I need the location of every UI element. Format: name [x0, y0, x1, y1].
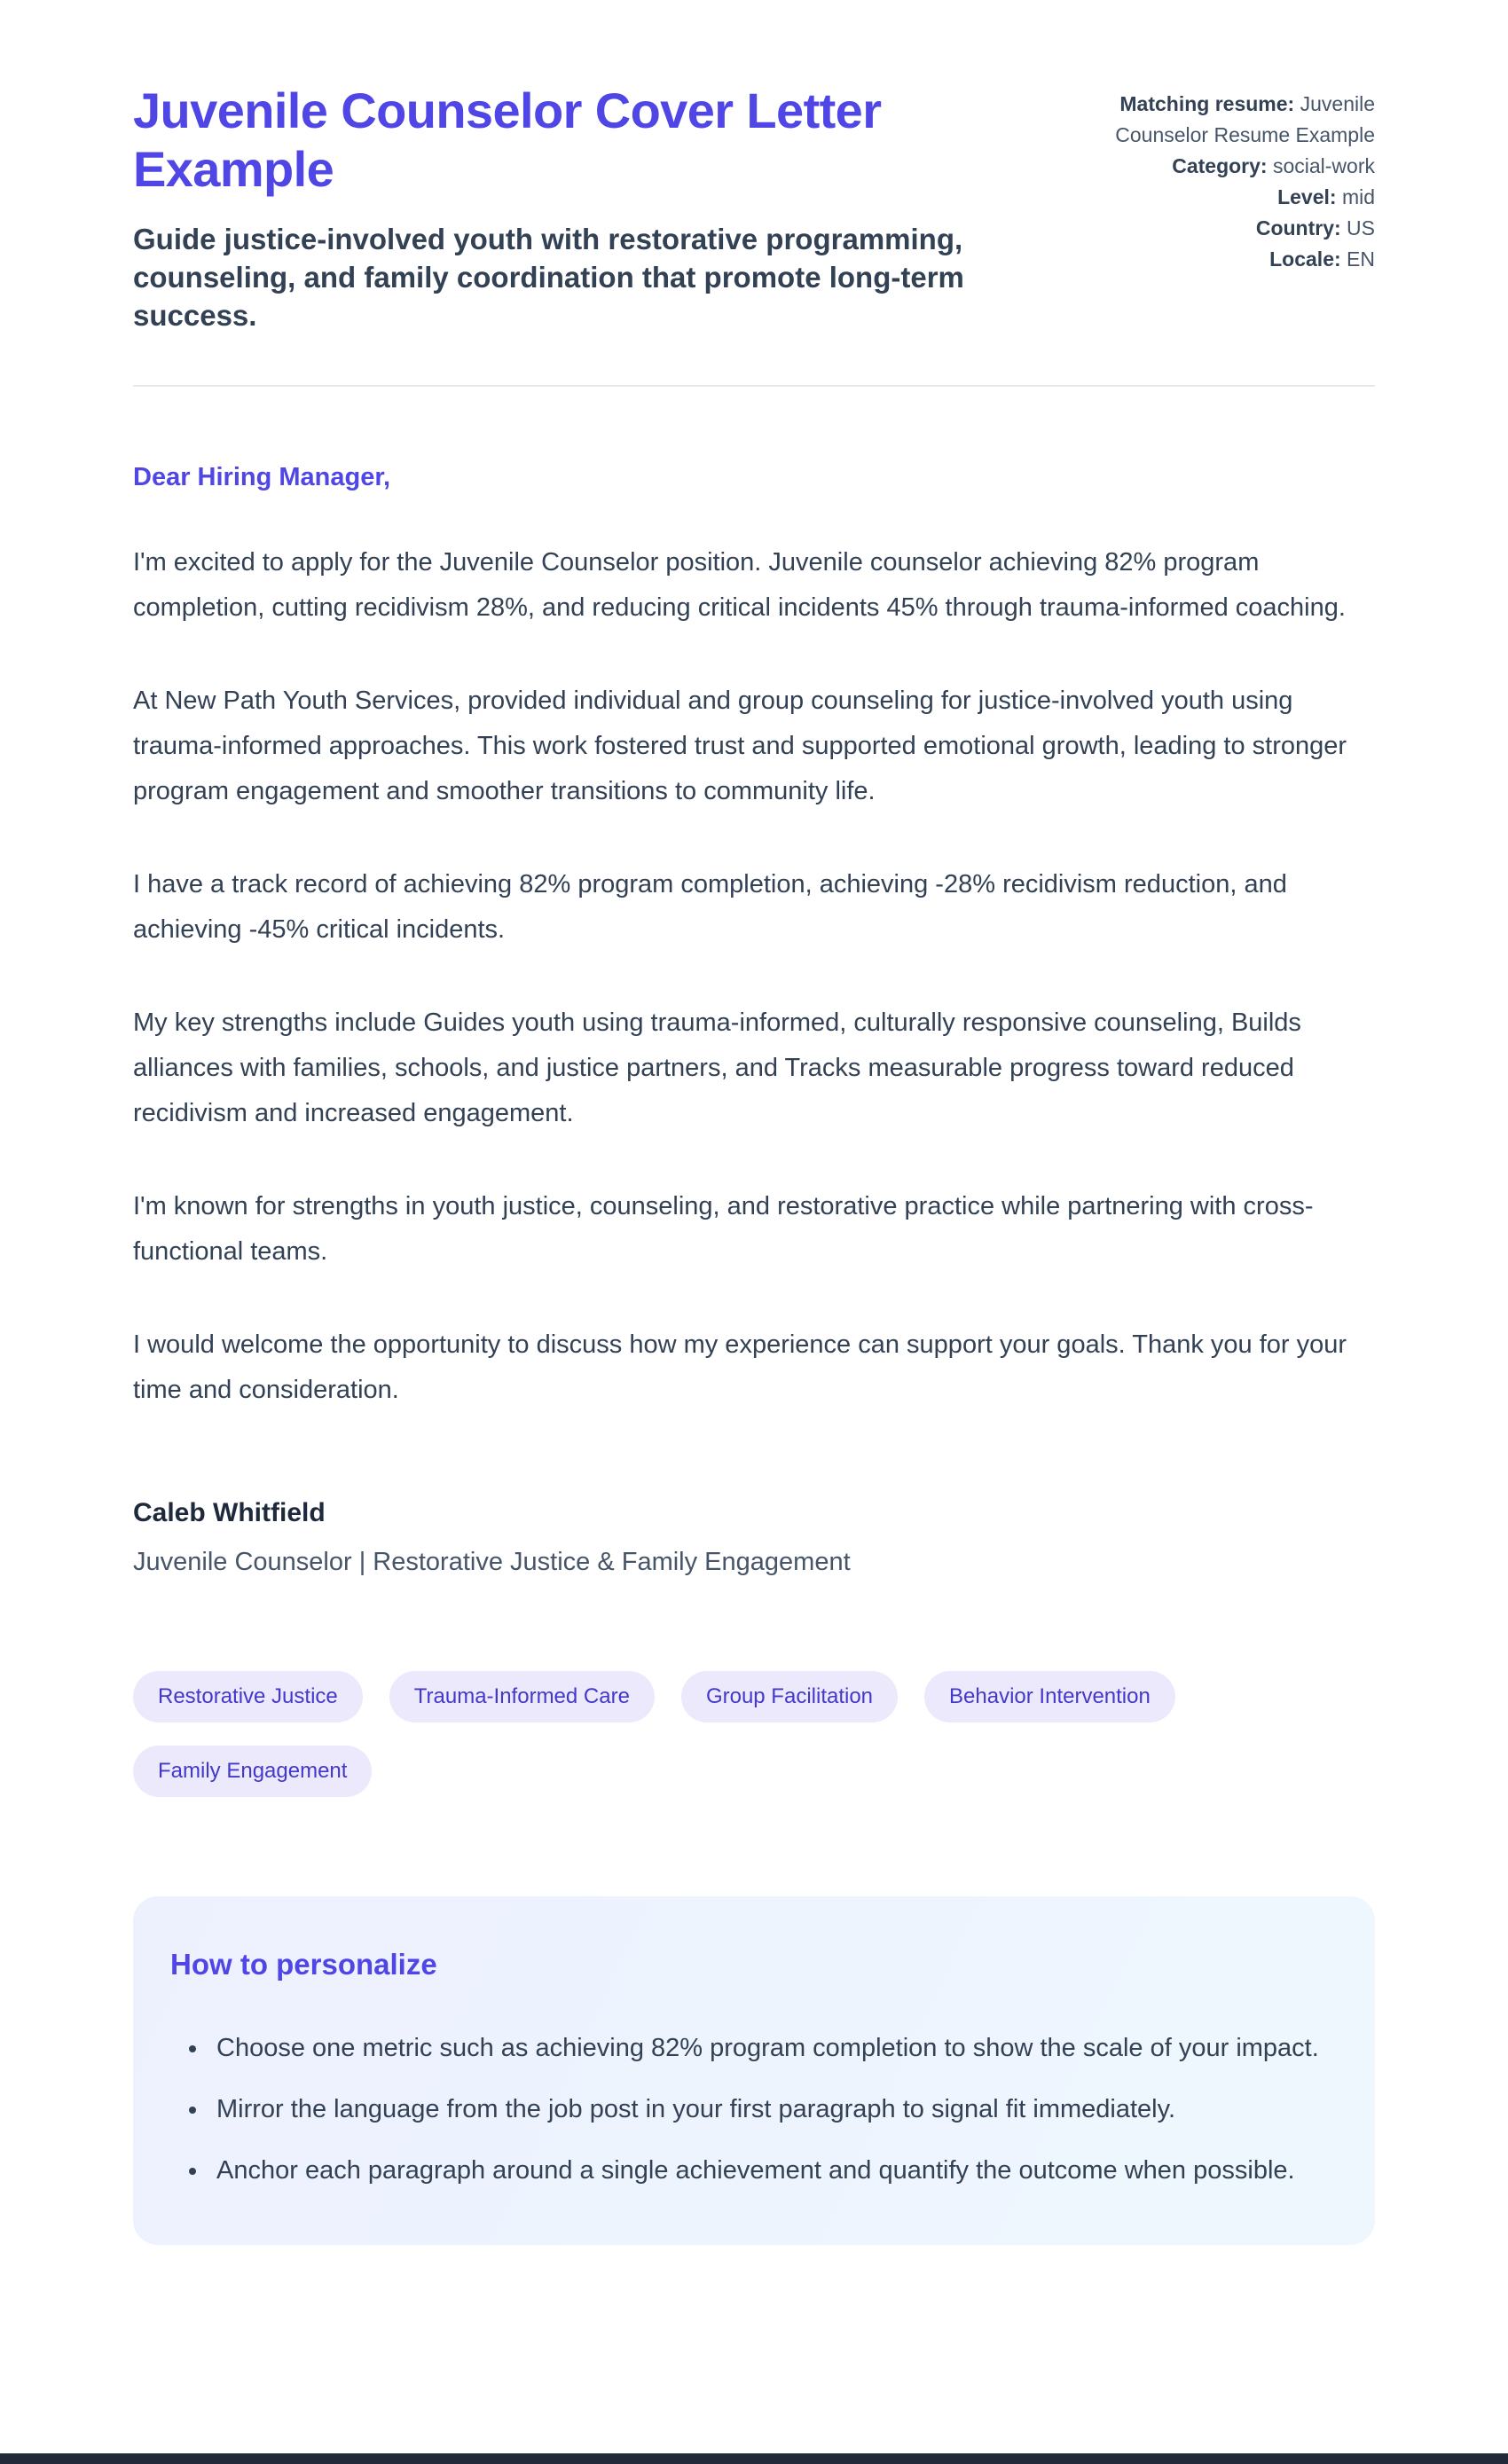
tag-trauma-informed-care: Trauma-Informed Care	[389, 1671, 655, 1722]
meta-panel	[1109, 82, 1375, 275]
letter-paragraph-6: I would welcome the opportunity to discuss how my experience can support your goals. Thank you for your time and consideration.	[133, 1330, 1347, 1405]
tag-behavior-intervention: Behavior Intervention	[924, 1671, 1175, 1722]
meta-value: social-work	[1272, 153, 1375, 177]
tip-item-3: • Anchor each paragraph around a single achievement and quantify the outcome when possible.	[209, 2148, 1331, 2193]
signature-title: Juvenile Counselor | Restorative Justice & Family Engagement	[133, 1548, 851, 1577]
meta-value: mid	[1341, 184, 1375, 208]
meta-row-level	[1109, 182, 1375, 213]
meta-value: US	[1347, 216, 1375, 239]
tip-item-2: • Mirror the language from the job post in your first paragraph to signal fit immediately.	[209, 2087, 1331, 2132]
meta-label: Country:	[1255, 216, 1341, 239]
header	[133, 82, 1375, 335]
meta-row-category	[1109, 151, 1375, 182]
header-title-block	[133, 82, 1066, 335]
signature-name: Caleb Whitfield	[133, 1498, 326, 1528]
meta-value: EN	[1347, 247, 1375, 271]
letter-greeting: Dear Hiring Manager,	[133, 462, 391, 491]
tag-family-engagement: Family Engagement	[133, 1746, 372, 1797]
meta-value: Juvenile Counselor Resume Example	[1115, 92, 1375, 146]
letter-paragraph-2: At New Path Youth Services, provided individual and group counseling for justice-involved youth using trauma-informed approaches. This work fostered trust and supported emotional growth, leading to stronger program engagement and smoother transitions to community life.	[133, 686, 1347, 805]
tip-item-1: • Choose one metric such as achieving 82% program completion to show the scale of your impact.	[209, 2026, 1331, 2071]
letter-paragraph-3: I have a track record of achieving 82% program completion, achieving -28% recidivism reduction, and achieving -45% critical incidents.	[133, 869, 1287, 944]
cover-letter-page	[133, 0, 1375, 2245]
tag-restorative-justice: Restorative Justice	[133, 1671, 363, 1722]
letter-body	[133, 463, 1375, 2246]
letter-paragraph-5: I'm known for strengths in youth justice, counseling, and restorative practice while partnering with cross-functional teams.	[133, 1192, 1314, 1267]
page-title: Juvenile Counselor Cover Letter Example	[133, 82, 882, 197]
meta-label: Locale:	[1269, 247, 1341, 271]
meta-row-locale	[1109, 244, 1375, 275]
meta-label: Category:	[1172, 153, 1268, 177]
tag-group-facilitation: Group Facilitation	[681, 1671, 898, 1722]
page-subtitle: Guide justice-involved youth with restorative programming, counseling, and family coordination that promote long-term success.	[133, 223, 964, 332]
letter-paragraph-1: I'm excited to apply for the Juvenile Counselor position. Juvenile counselor achieving 82% program completion, cutting recidivism 28%, and reducing critical incidents 45% through trauma-informed coaching.	[133, 547, 1346, 622]
meta-row-country	[1109, 213, 1375, 244]
footer-band	[0, 2453, 1508, 2464]
personalize-callout	[133, 1896, 1375, 2245]
meta-label: Level:	[1277, 184, 1337, 208]
tag-list	[133, 1671, 1242, 1797]
callout-heading: How to personalize	[170, 1948, 437, 1981]
meta-row-matching-resume	[1109, 89, 1375, 151]
tip-list	[170, 2026, 1331, 2193]
meta-label: Matching resume:	[1119, 92, 1295, 115]
letter-paragraph-4: My key strengths include Guides youth using trauma-informed, culturally responsive counseling, Builds alliances with families, schools, and justice partners, and Tracks measurable progress toward reduced recidivism and increased engagement.	[133, 1008, 1301, 1127]
header-divider	[133, 385, 1375, 387]
